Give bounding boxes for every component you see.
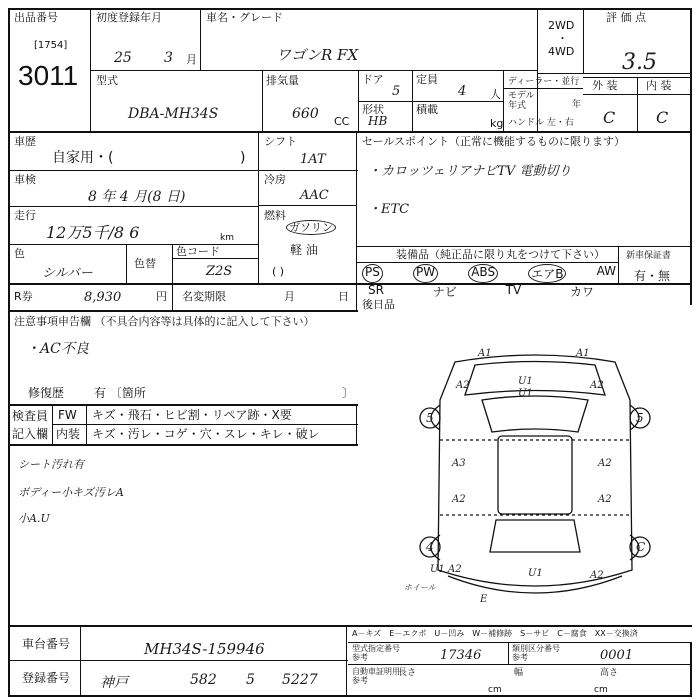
chassis-label: 車台番号 xyxy=(22,637,71,651)
model-label: 型式 xyxy=(96,74,118,87)
lot-number: 3011 xyxy=(18,60,79,91)
reg-kana: 5 xyxy=(246,672,255,688)
equipment-row2 xyxy=(368,283,594,300)
damage-legend: A－キズ E－エクボ U－凹み W－補修跡 S－サビ C－腐食 XX－交換済 xyxy=(352,629,638,638)
mark-a2-rear-left: A2 xyxy=(452,494,466,505)
shift-value: 1AT xyxy=(300,152,326,167)
first-reg-label: 初度登録年月 xyxy=(96,11,162,24)
model-year-unit: 年 xyxy=(572,100,582,110)
capacity-unit: 人 xyxy=(490,88,501,101)
remark-3: 小A.U xyxy=(18,512,50,525)
mark-a2-front-left: A2 xyxy=(456,380,470,391)
doors-value: 5 xyxy=(392,84,401,99)
color-code-label: 色コード xyxy=(176,245,220,258)
model-cert-value: 17346 xyxy=(440,648,482,663)
color-code-value: Z2S xyxy=(206,264,233,279)
interior-label: 内 装 xyxy=(646,79,672,92)
equipment-tv: TV xyxy=(505,283,522,297)
dealer-label: ディーラー・並行 xyxy=(508,77,580,87)
remark-1: シート汚れ有 xyxy=(18,458,84,471)
equipment-label: 装備品（純正品に限り丸をつけて下さい） xyxy=(396,248,605,261)
load-label: 積載 xyxy=(416,103,438,116)
cert-label: 自動車証明用 参考 xyxy=(352,667,400,685)
mark-u1-hood-a: U1 xyxy=(518,376,533,387)
color-value: シルバー xyxy=(42,266,93,281)
reg-number: 5227 xyxy=(282,672,318,688)
name-change-label: 名変期限 xyxy=(182,290,226,303)
notes-value: ・AC不良 xyxy=(26,341,89,357)
mark-a2-door-right: A2 xyxy=(598,458,612,469)
mark-a1-right: A1 xyxy=(576,348,590,359)
fw-label: FW xyxy=(58,408,77,422)
mark-5-right: 5 xyxy=(636,411,644,425)
model-year-label: モデル 年式 xyxy=(508,91,535,111)
fuel-paren: ( ) xyxy=(272,265,285,278)
cm-1: cm xyxy=(488,685,502,695)
doors-label: ドア xyxy=(362,73,384,86)
reg-month: 3 xyxy=(164,50,173,66)
height-label: 高さ xyxy=(600,668,619,678)
repair-history-value: 有 〔箇所 xyxy=(94,386,146,400)
drive-dot: ・ xyxy=(557,32,568,45)
remark-2: ボディー小キズ汚レA xyxy=(18,486,124,499)
new-warranty-label: 新車保証書 xyxy=(626,251,672,261)
capacity-value: 4 xyxy=(458,84,467,99)
notes-label: 注意事項申告欄 （不具合内容等は具体的に記入して下さい） xyxy=(14,315,315,328)
new-warranty-value: 有・無 xyxy=(634,269,671,283)
mark-wheel: ホイール xyxy=(404,583,436,592)
name-grade-value: ワゴンR FX xyxy=(276,46,359,64)
equipment-sr: SR xyxy=(368,283,384,297)
repair-history-close: 〕 xyxy=(342,386,355,400)
reg-year: 25 xyxy=(114,50,132,66)
drive-2wd: 2WD xyxy=(548,19,575,32)
drive-4wd: 4WD xyxy=(548,45,575,58)
reg-city: 神戸 xyxy=(100,675,128,691)
equipment-aw: AW xyxy=(596,264,616,278)
mark-c: C xyxy=(636,540,646,554)
mark-a2-bottom: A2 xyxy=(590,570,604,581)
displacement-label: 排気量 xyxy=(266,74,299,87)
sales-line2: ・ETC xyxy=(368,202,410,217)
mark-u1-hood-b: U1 xyxy=(518,388,533,399)
equipment-ps: PS xyxy=(362,264,383,283)
equipment-abs: ABS xyxy=(468,264,498,283)
mark-a2-front-right: A2 xyxy=(590,380,604,391)
handle-label: ハンドル 左・右 xyxy=(508,118,574,128)
mileage-value: 12万5千/8 6 xyxy=(46,223,140,242)
mark-a3: A3 xyxy=(452,458,466,469)
later-docs-label: 後日品 xyxy=(362,298,395,311)
name-change-month: 月 xyxy=(284,290,295,303)
ac-value: AAC xyxy=(300,188,329,203)
name-change-day: 日 xyxy=(338,290,349,303)
mark-4: 4 xyxy=(426,540,434,554)
mark-u1-a2: U1 A2 xyxy=(430,564,462,575)
shape-value: HB xyxy=(368,114,388,128)
history-value: 自家用・( xyxy=(52,150,114,166)
interior-items-label: 内装 xyxy=(56,427,81,441)
mark-5-left: 5 xyxy=(426,411,434,425)
chassis-value: MH34S-159946 xyxy=(144,640,265,658)
exterior-value: C xyxy=(603,108,616,127)
length-label: 長さ xyxy=(398,668,417,678)
r-ticket-label: R券 xyxy=(14,290,33,303)
load-unit: kg xyxy=(490,117,504,130)
reg-class: 582 xyxy=(190,672,217,688)
category-value: 0001 xyxy=(600,648,634,663)
model-value: DBA-MH34S xyxy=(128,106,219,122)
r-ticket-unit: 円 xyxy=(156,290,167,303)
history-close: ) xyxy=(240,150,246,166)
fw-items: キズ・飛石・ヒビ割・リペア跡・X要 xyxy=(92,408,292,422)
fuel-value-text: ガソリン xyxy=(286,220,336,235)
fuel-label: 燃料 xyxy=(264,209,286,222)
history-label: 車歴 xyxy=(14,135,36,148)
r-ticket-value: 8,930 xyxy=(84,290,122,305)
score-label: 評 価 点 xyxy=(606,11,646,24)
equipment-navi: ナビ xyxy=(432,285,457,299)
equipment-airbag: エアB xyxy=(528,264,566,283)
mark-u1-rear: U1 xyxy=(528,568,543,579)
mileage-unit: km xyxy=(220,233,234,243)
car-damage-diagram xyxy=(400,340,670,620)
model-cert-label: 型式指定番号 参考 xyxy=(352,644,400,662)
capacity-label: 定員 xyxy=(416,73,438,86)
displacement-value: 660 xyxy=(292,106,319,122)
repaint-label: 色替 xyxy=(134,257,156,270)
width-label: 幅 xyxy=(514,668,524,678)
interior-value: C xyxy=(656,108,669,127)
fuel-value xyxy=(286,222,336,234)
inspection-label: 車検 xyxy=(14,173,36,186)
score-value: 3.5 xyxy=(622,50,657,75)
interior-items: キズ・汚レ・コゲ・穴・スレ・キレ・破レ xyxy=(92,427,320,441)
name-grade-label: 車名・グレード xyxy=(206,11,283,24)
mileage-label: 走行 xyxy=(14,209,36,222)
sales-label: セールスポイント（正常に機能するものに限ります） xyxy=(362,135,626,148)
mark-a1-left: A1 xyxy=(478,348,492,359)
displacement-unit: CC xyxy=(334,115,350,128)
repair-history-label: 修復歴 xyxy=(28,386,65,400)
mark-e: E xyxy=(480,594,488,605)
mark-a2-rear-right: A2 xyxy=(598,494,612,505)
inspector-label2: 記入欄 xyxy=(12,427,49,441)
inspection-value: 8 年 4 月(8 日) xyxy=(88,189,186,205)
color-label: 色 xyxy=(14,247,25,260)
shape-label: 形状 xyxy=(362,103,384,116)
fuel-diesel: 軽 油 xyxy=(290,243,318,257)
reg-month-unit: 月 xyxy=(186,53,197,66)
reg-number-label: 登録番号 xyxy=(22,671,71,685)
equipment-row1 xyxy=(362,264,616,283)
category-label: 類別区分番号 参考 xyxy=(512,644,560,662)
cm-2: cm xyxy=(594,685,608,695)
exterior-label: 外 装 xyxy=(592,79,618,92)
equipment-leather: カワ xyxy=(569,285,594,299)
lot-number-label: 出品番号 xyxy=(14,11,58,24)
sales-line1: ・カロッツェリアナビTV 電動切り xyxy=(368,164,572,179)
inspector-label1: 検査員 xyxy=(12,409,49,423)
shift-label: シフト xyxy=(264,135,297,148)
ac-label: 冷房 xyxy=(264,173,286,186)
equipment-pw: PW xyxy=(413,264,438,283)
lot-code: [1754] xyxy=(34,40,68,51)
